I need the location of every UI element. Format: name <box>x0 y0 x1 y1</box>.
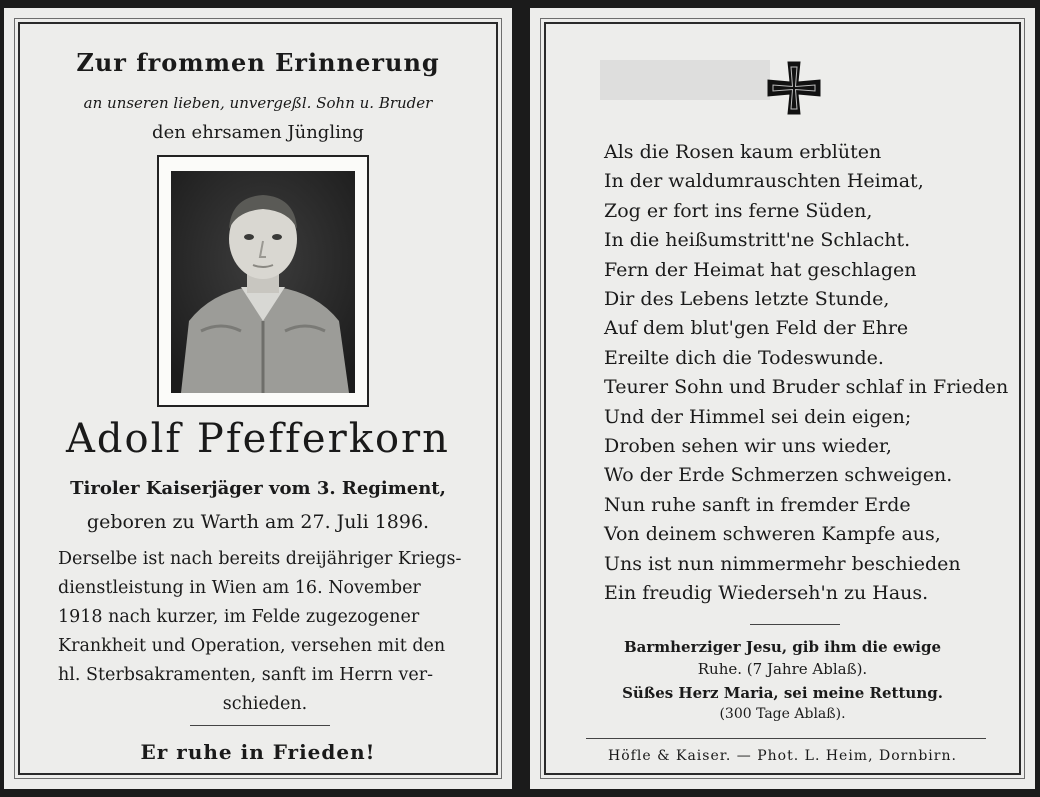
poem-line: Auf dem blut'gen Feld der Ehre <box>604 317 909 340</box>
deceased-name: Adolf Pfefferkorn <box>66 416 450 462</box>
prayer-line: Ruhe. (7 Jahre Ablaß). <box>697 660 868 678</box>
bio-line: dienstleistung in Wien am 16. November <box>58 578 421 598</box>
bio-line: Derselbe ist nach bereits dreijähriger Kriegs- <box>58 549 462 569</box>
memorial-card-front <box>4 8 512 789</box>
poem-line: Als die Rosen kaum erblüten <box>604 141 882 163</box>
poem-line: In der waldumrauschten Heimat, <box>604 170 924 193</box>
poem-line: Und der Himmel sei dein eigen; <box>604 405 912 428</box>
biography-text <box>58 545 472 719</box>
poem-line: Zog er fort ins ferne Süden, <box>604 199 873 222</box>
poem-line: Uns ist nun nimmermehr beschieden <box>604 552 961 575</box>
iron-cross-icon <box>766 60 822 116</box>
bio-line: 1918 nach kurzer, im Felde zugezogener <box>58 607 420 627</box>
regiment-line: Tiroler Kaiserjäger vom 3. Regiment, <box>70 478 446 499</box>
poem-line: Von deinem schweren Kampfe aus, <box>604 523 941 546</box>
memorial-card-back <box>530 8 1035 789</box>
poem-line: Ein freudig Wiederseh'n zu Haus. <box>604 582 929 605</box>
dedication-line: an unseren lieben, unvergeßl. Sohn u. Bruder <box>83 94 433 112</box>
poem-line: Droben sehen wir uns wieder, <box>604 435 892 458</box>
prayer-line: (300 Tage Ablaß). <box>719 706 846 722</box>
portrait-photo <box>171 171 355 393</box>
printer-credit: Höfle & Kaiser. — Phot. L. Heim, Dornbirn. <box>608 748 957 764</box>
memorial-poem <box>604 138 1024 609</box>
poem-line: In die heißumstritt'ne Schlacht. <box>604 229 911 252</box>
card-title: Zur frommen Erinnerung <box>76 48 440 77</box>
poem-line: Nun ruhe sanft in fremder Erde <box>604 493 911 516</box>
bio-line: Krankheit und Operation, versehen mit den <box>58 636 446 656</box>
birth-line: geboren zu Warth am 27. Juli 1896. <box>86 511 430 533</box>
poem-line: Ereilte dich die Todeswunde. <box>604 346 884 369</box>
closing-line: Er ruhe in Frieden! <box>140 740 376 764</box>
bio-line: hl. Sterbsakramenten, sanft im Herrn ver- <box>58 665 433 685</box>
dedication-subject: den ehrsamen Jüngling <box>152 122 364 143</box>
bio-line: schieden. <box>222 694 308 714</box>
divider-line <box>190 725 330 726</box>
prayer-line: Barmherziger Jesu, gib ihm die ewige <box>623 638 942 656</box>
portrait-frame <box>157 155 369 407</box>
poem-line: Wo der Erde Schmerzen schweigen. <box>604 464 953 487</box>
faded-stamp <box>600 60 770 100</box>
divider-line <box>586 738 986 739</box>
prayer-line: Süßes Herz Maria, sei meine Rettung. <box>622 684 943 702</box>
poem-line: Fern der Heimat hat geschlagen <box>604 258 917 281</box>
divider-line <box>750 624 840 625</box>
poem-line: Teurer Sohn und Bruder schlaf in Frieden <box>604 376 1009 399</box>
poem-line: Dir des Lebens letzte Stunde, <box>604 288 890 311</box>
